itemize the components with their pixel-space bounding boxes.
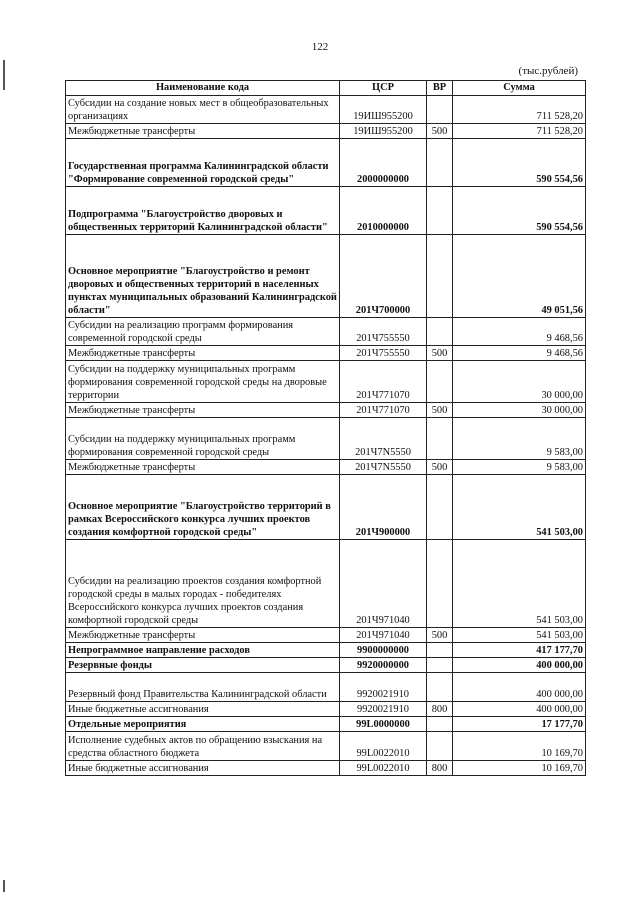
scan-edge-mark [3, 60, 5, 90]
row-vr: 500 [427, 346, 453, 361]
row-csr: 99L0022010 [340, 732, 427, 761]
row-sum: 9 468,56 [453, 318, 586, 346]
row-vr [427, 673, 453, 702]
table-row [66, 346, 586, 361]
row-name: Исполнение судебных актов по обращению взыскания на средства областного бюджета [66, 732, 340, 761]
row-name: Межбюджетные трансферты [66, 460, 340, 475]
table-row [66, 761, 586, 776]
row-csr: 19ИШ955200 [340, 96, 427, 124]
row-csr: 9920000000 [340, 658, 427, 673]
row-sum: 10 169,70 [453, 761, 586, 776]
header-name: Наименование кода [66, 81, 340, 96]
row-name: Подпрограмма "Благоустройство дворовых и общественных территорий Калининградской области" [66, 187, 340, 235]
row-sum: 541 503,00 [453, 475, 586, 540]
row-vr [427, 187, 453, 235]
row-csr: 201Ч900000 [340, 475, 427, 540]
row-name: Непрограммное направление расходов [66, 643, 340, 658]
row-vr: 500 [427, 403, 453, 418]
table-row [66, 124, 586, 139]
row-vr [427, 717, 453, 732]
row-vr: 800 [427, 761, 453, 776]
row-csr: 201Ч771070 [340, 403, 427, 418]
table-row [66, 717, 586, 732]
table-row [66, 361, 586, 403]
row-name: Субсидии на реализацию программ формирования современной городской среды [66, 318, 340, 346]
table-row [66, 96, 586, 124]
table-row [66, 318, 586, 346]
row-vr: 500 [427, 124, 453, 139]
row-csr: 201Ч7N5550 [340, 418, 427, 460]
row-sum: 30 000,00 [453, 361, 586, 403]
row-vr [427, 658, 453, 673]
row-sum: 17 177,70 [453, 717, 586, 732]
table-row [66, 732, 586, 761]
row-csr: 19ИШ955200 [340, 124, 427, 139]
row-name: Субсидии на реализацию проектов создания комфортной городской среды в малых городах - победителях Всероссийского конкурса лучших проектов создания комфортной городской среды [66, 540, 340, 628]
table-row [66, 475, 586, 540]
row-sum: 400 000,00 [453, 658, 586, 673]
row-vr [427, 361, 453, 403]
row-sum: 9 583,00 [453, 460, 586, 475]
row-sum: 9 468,56 [453, 346, 586, 361]
row-sum: 711 528,20 [453, 124, 586, 139]
row-name: Субсидии на поддержку муниципальных программ формирования современной городской среды [66, 418, 340, 460]
row-csr: 201Ч771070 [340, 361, 427, 403]
table-header-row [66, 81, 586, 96]
row-csr: 201Ч971040 [340, 628, 427, 643]
row-vr: 500 [427, 628, 453, 643]
row-name: Отдельные мероприятия [66, 717, 340, 732]
row-sum: 590 554,56 [453, 139, 586, 187]
table-row [66, 460, 586, 475]
table-row [66, 540, 586, 628]
row-vr: 800 [427, 702, 453, 717]
table-row [66, 643, 586, 658]
row-name: Межбюджетные трансферты [66, 403, 340, 418]
table-row [66, 235, 586, 318]
table-row [66, 702, 586, 717]
scan-edge-mark [3, 880, 5, 892]
header-sum: Сумма [453, 81, 586, 96]
row-name: Субсидии на создание новых мест в общеобразовательных организациях [66, 96, 340, 124]
row-sum: 400 000,00 [453, 673, 586, 702]
table-row [66, 658, 586, 673]
row-name: Межбюджетные трансферты [66, 124, 340, 139]
row-name: Иные бюджетные ассигнования [66, 761, 340, 776]
row-csr: 201Ч700000 [340, 235, 427, 318]
page-number: 122 [311, 41, 329, 53]
row-csr: 201Ч7N5550 [340, 460, 427, 475]
row-vr [427, 732, 453, 761]
row-name: Межбюджетные трансферты [66, 628, 340, 643]
header-csr: ЦСР [340, 81, 427, 96]
row-name: Субсидии на поддержку муниципальных программ формирования современной городской среды на дворовые территории [66, 361, 340, 403]
row-vr: 500 [427, 460, 453, 475]
row-csr: 2000000000 [340, 139, 427, 187]
header-vr: ВР [427, 81, 453, 96]
row-name: Государственная программа Калининградской области "Формирование современной городской среды" [66, 139, 340, 187]
row-vr [427, 139, 453, 187]
row-vr [427, 540, 453, 628]
row-sum: 590 554,56 [453, 187, 586, 235]
budget-table [65, 80, 586, 776]
row-csr: 201Ч755550 [340, 346, 427, 361]
row-csr: 9920021910 [340, 702, 427, 717]
row-csr: 99L0000000 [340, 717, 427, 732]
table-row [66, 403, 586, 418]
row-vr [427, 418, 453, 460]
table-row [66, 139, 586, 187]
row-name: Резервный фонд Правительства Калининградской области [66, 673, 340, 702]
row-sum: 417 177,70 [453, 643, 586, 658]
row-sum: 541 503,00 [453, 540, 586, 628]
table-row [66, 418, 586, 460]
row-vr [427, 475, 453, 540]
units-label: (тыс.рублей) [518, 65, 578, 77]
table-row [66, 673, 586, 702]
row-sum: 9 583,00 [453, 418, 586, 460]
row-name: Основное мероприятие "Благоустройство территорий в рамках Всероссийского конкурса лучших проектов создания комфортной городской среды" [66, 475, 340, 540]
row-csr: 201Ч755550 [340, 318, 427, 346]
row-sum: 711 528,20 [453, 96, 586, 124]
row-name: Основное мероприятие "Благоустройство и ремонт дворовых и общественных территорий в населенных пунктах муниципальных образований Калининградской области" [66, 235, 340, 318]
row-sum: 30 000,00 [453, 403, 586, 418]
row-vr [427, 235, 453, 318]
row-csr: 201Ч971040 [340, 540, 427, 628]
row-vr [427, 643, 453, 658]
table-row [66, 628, 586, 643]
row-vr [427, 96, 453, 124]
row-sum: 400 000,00 [453, 702, 586, 717]
row-csr: 2010000000 [340, 187, 427, 235]
row-csr: 99L0022010 [340, 761, 427, 776]
row-csr: 9920021910 [340, 673, 427, 702]
row-sum: 541 503,00 [453, 628, 586, 643]
row-name: Межбюджетные трансферты [66, 346, 340, 361]
row-vr [427, 318, 453, 346]
row-name: Иные бюджетные ассигнования [66, 702, 340, 717]
row-sum: 10 169,70 [453, 732, 586, 761]
row-csr: 9900000000 [340, 643, 427, 658]
table-row [66, 187, 586, 235]
row-name: Резервные фонды [66, 658, 340, 673]
row-sum: 49 051,56 [453, 235, 586, 318]
